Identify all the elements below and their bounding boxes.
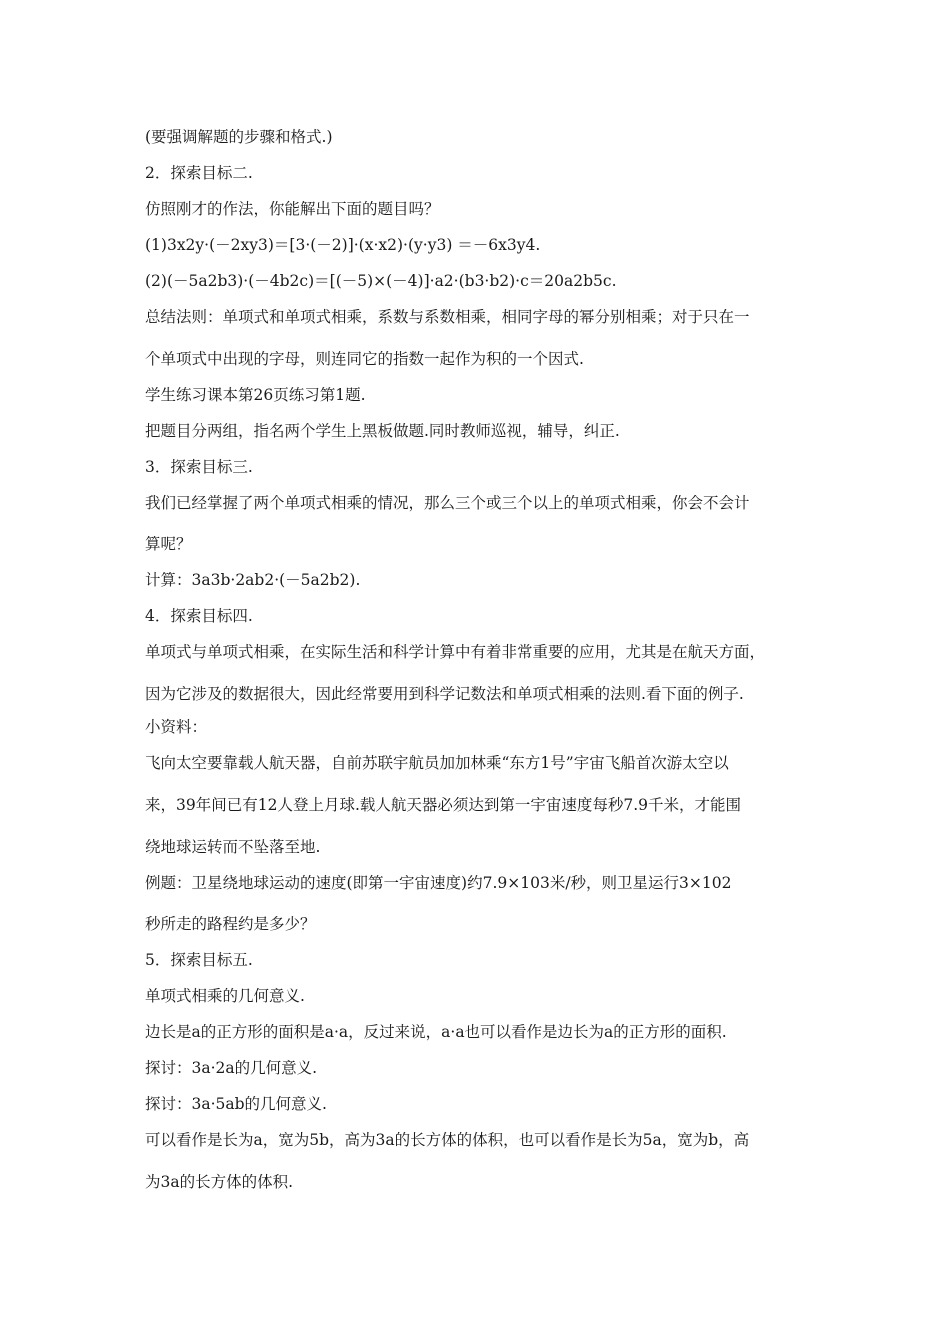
paragraph: 探讨：3a·2a的几何意义. xyxy=(145,1059,318,1077)
paragraph: 算呢？ xyxy=(145,535,192,553)
paragraph: 把题目分两组，指名两个学生上黑板做题.同时教师巡视，辅导，纠正. xyxy=(145,422,620,440)
section-heading-goal-2: 2．探索目标二. xyxy=(145,164,253,182)
subheading-small-info: 小资料： xyxy=(145,718,208,736)
rule-summary-line-2: 个单项式中出现的字母，则连同它的指数一起作为积的一个因式. xyxy=(145,350,584,368)
example-problem-line-1: 例题：卫星绕地球运动的速度(即第一宇宙速度)约7.9×103米/秒，则卫星运行3×102 xyxy=(145,874,732,892)
section-heading-goal-3: 3．探索目标三. xyxy=(145,458,253,476)
paragraph: 学生练习课本第26页练习第1题. xyxy=(145,386,366,404)
paragraph: 可以看作是长为a，宽为5b，高为3a的长方体的体积，也可以看作是长为5a，宽为b，高 xyxy=(145,1131,750,1149)
equation-1: (1)3x2y·(－2xy3)＝[3·(－2)]·(x·x2)·(y·y3) ＝－6x3y4. xyxy=(145,236,541,254)
paragraph: 因为它涉及的数据很大，因此经常要用到科学记数法和单项式相乘的法则.看下面的例子. xyxy=(145,685,744,703)
section-heading-goal-5: 5．探索目标五. xyxy=(145,951,253,969)
equation-2: (2)(－5a2b3)·(－4b2c)＝[(－5)×(－4)]·a2·(b3·b2)·c＝20a2b5c. xyxy=(145,272,617,290)
equation-3: 计算：3a3b·2ab2·(－5a2b2). xyxy=(145,571,361,589)
paragraph: 单项式相乘的几何意义. xyxy=(145,987,305,1005)
paragraph: 边长是a的正方形的面积是a·a，反过来说，a·a也可以看作是边长为a的正方形的面积. xyxy=(145,1023,727,1041)
paragraph: 飞向太空要靠载人航天器，自前苏联宇航员加加林乘“东方1号”宇宙飞船首次游太空以 xyxy=(145,754,729,772)
paragraph: 我们已经掌握了两个单项式相乘的情况，那么三个或三个以上的单项式相乘，你会不会计 xyxy=(145,494,750,512)
paragraph: 为3a的长方体的体积. xyxy=(145,1173,294,1191)
paragraph: 绕地球运转而不坠落至地. xyxy=(145,838,321,856)
paragraph: 探讨：3a·5ab的几何意义. xyxy=(145,1095,327,1113)
section-heading-goal-4: 4．探索目标四. xyxy=(145,607,253,625)
paragraph: 来，39年间已有12人登上月球.载人航天器必须达到第一宇宙速度每秒7.9千米，才能围 xyxy=(145,796,742,814)
paragraph: 仿照刚才的作法，你能解出下面的题目吗？ xyxy=(145,200,440,218)
rule-summary-line-1: 总结法则：单项式和单项式相乘，系数与系数相乘，相同字母的幂分别相乘；对于只在一 xyxy=(145,308,750,326)
example-problem-line-2: 秒所走的路程约是多少？ xyxy=(145,915,316,933)
note-steps-format: (要强调解题的步骤和格式.) xyxy=(145,128,333,146)
paragraph: 单项式与单项式相乘，在实际生活和科学计算中有着非常重要的应用，尤其是在航天方面， xyxy=(145,643,766,661)
